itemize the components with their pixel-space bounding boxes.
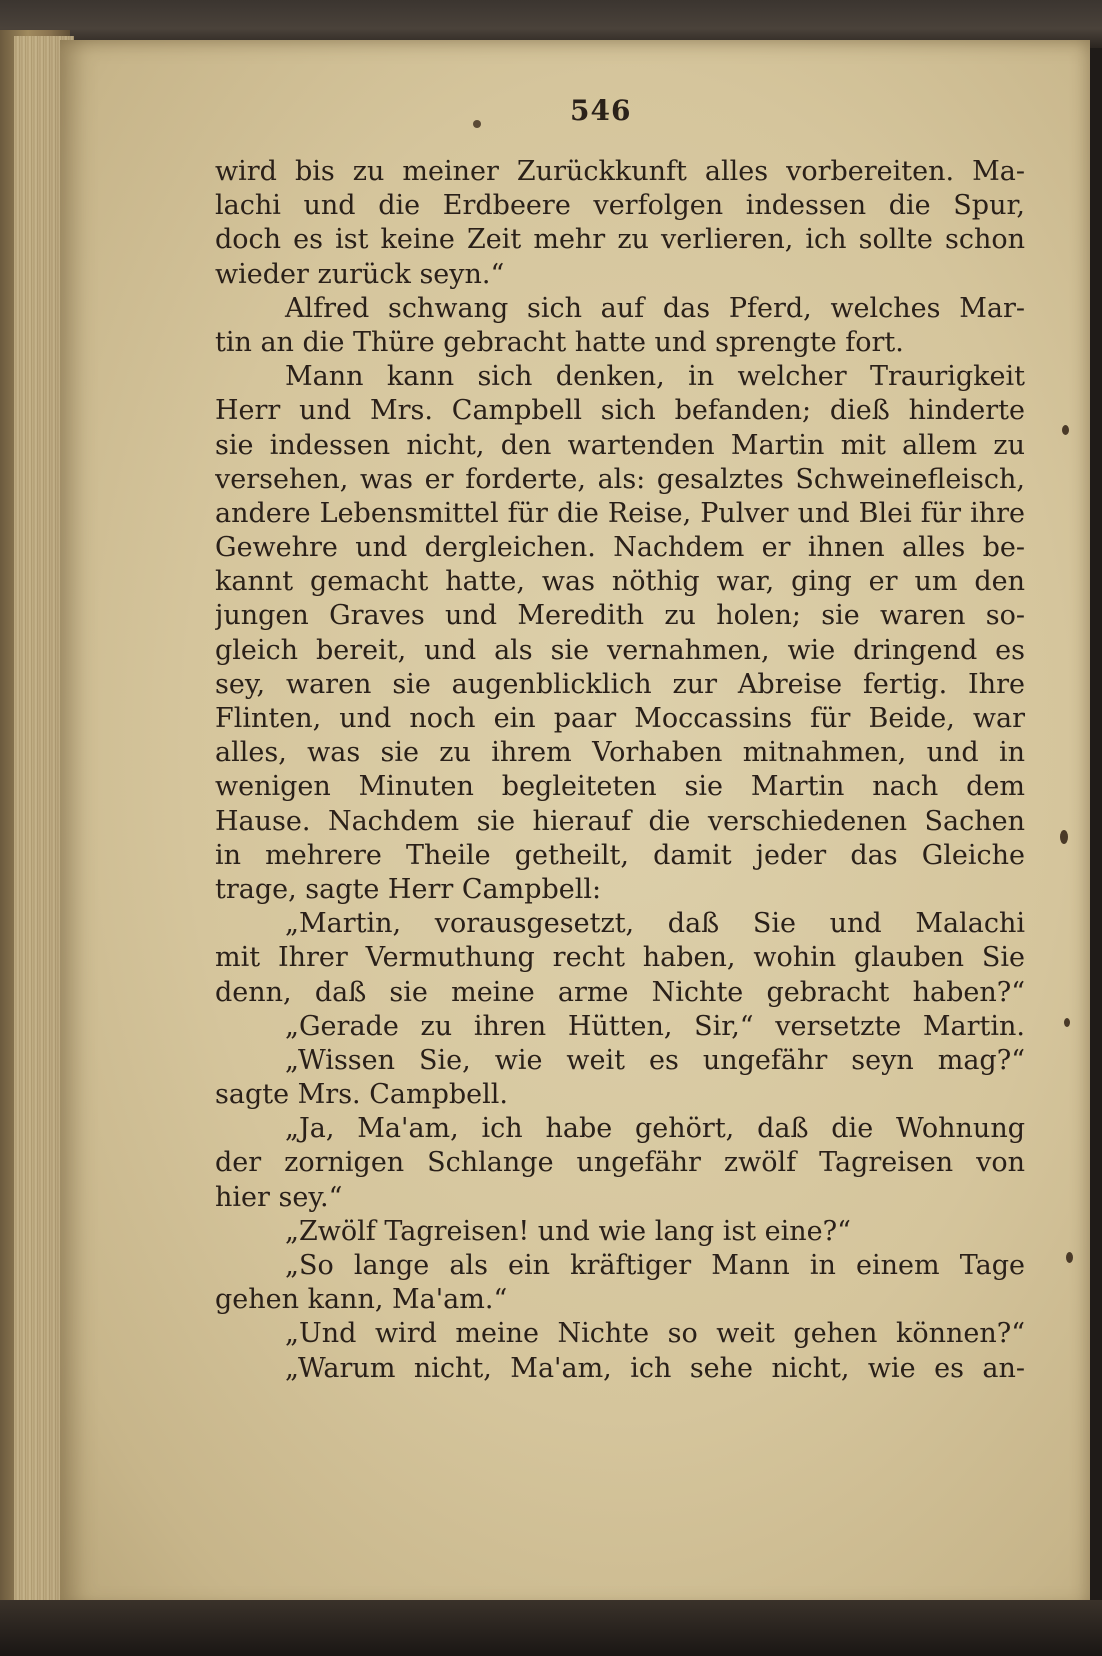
text-line: trage, sagte Herr Campbell: [215,873,602,905]
text-line: Herr und Mrs. Campbell sich befanden; dieß hinderte [215,395,1025,427]
page-speck [1062,425,1069,435]
text-line: mit Ihrer Vermuthung recht haben, wohin glauben Sie [215,942,1025,974]
text-line: Gewehre und dergleichen. Nachdem er ihnen alles be- [215,532,1025,564]
text-line: „Zwölf Tagreisen! und wie lang ist eine?“ [285,1215,851,1247]
text-line: hier sey.“ [215,1181,343,1213]
text-line: gehen kann, Ma'am.“ [215,1284,508,1316]
text-line: sagte Mrs. Campbell. [215,1079,508,1111]
text-line: Mann kann sich denken, in welcher Traurigkeit [285,361,1025,393]
book-bottom-edge [0,1600,1102,1656]
text-line: „Warum nicht, Ma'am, ich sehe nicht, wie es an- [285,1352,1025,1384]
text-line: „Gerade zu ihren Hütten, Sir,“ versetzte Martin. [285,1010,1025,1042]
text-line: gleich bereit, und als sie vernahmen, wie dringend es [215,634,1025,666]
text-line: „Ja, Ma'am, ich habe gehört, daß die Wohnung [285,1113,1025,1145]
text-line: sey, waren sie augenblicklich zur Abreise fertig. Ihre [215,668,1025,700]
page-speck [473,120,481,128]
text-line: doch es ist keine Zeit mehr zu verlieren, ich sollte schon [215,224,1025,256]
text-line: Flinten, und noch ein paar Moccassins für Beide, war [215,703,1025,734]
text-line: jungen Graves und Meredith zu holen; sie waren so- [215,600,1025,632]
text-line: Hause. Nachdem sie hierauf die verschiedenen Sachen [215,805,1025,837]
text-line: sie indessen nicht, den wartenden Martin mit allem zu [215,429,1025,461]
text-line: „Wissen Sie, wie weit es ungefähr seyn mag?“ [285,1044,1025,1076]
text-line: andere Lebensmittel für die Reise, Pulver und Blei für ihre [215,497,1025,529]
text-line: „So lange als ein kräftiger Mann in einem Tage [285,1250,1025,1281]
text-line: Alfred schwang sich auf das Pferd, welches Mar- [285,292,1025,324]
text-line: denn, daß sie meine arme Nichte gebracht haben?“ [215,976,1025,1008]
text-line: wenigen Minuten begleiteten sie Martin nach dem [215,771,1025,803]
text-line: wird bis zu meiner Zurückkunft alles vorbereiten. Ma- [215,156,1025,187]
page-speck [1060,830,1068,844]
page-number: 546 [570,94,632,127]
page-speck [1064,1018,1070,1027]
text-line: in mehrere Theile getheilt, damit jeder das Gleiche [215,839,1025,871]
body-text [215,155,1025,1386]
text-line: kannt gemacht hatte, was nöthig war, ging er um den [215,566,1025,598]
text-line: wieder zurück seyn.“ [215,258,505,290]
text-line: tin an die Thüre gebracht hatte und sprengte fort. [215,326,904,358]
text-line: versehen, was er forderte, als: gesalztes Schweinefleisch, [215,463,1025,495]
text-line: alles, was sie zu ihrem Vorhaben mitnahmen, und in [215,737,1025,769]
text-line: „Und wird meine Nichte so weit gehen können?“ [285,1318,1025,1350]
text-line: der zornigen Schlange ungefähr zwölf Tagreisen von [215,1147,1025,1179]
text-line: „Martin, vorausgesetzt, daß Sie und Malachi [285,908,1025,940]
page-speck [1066,1252,1073,1263]
text-line: lachi und die Erdbeere verfolgen indessen die Spur, [215,190,1025,222]
